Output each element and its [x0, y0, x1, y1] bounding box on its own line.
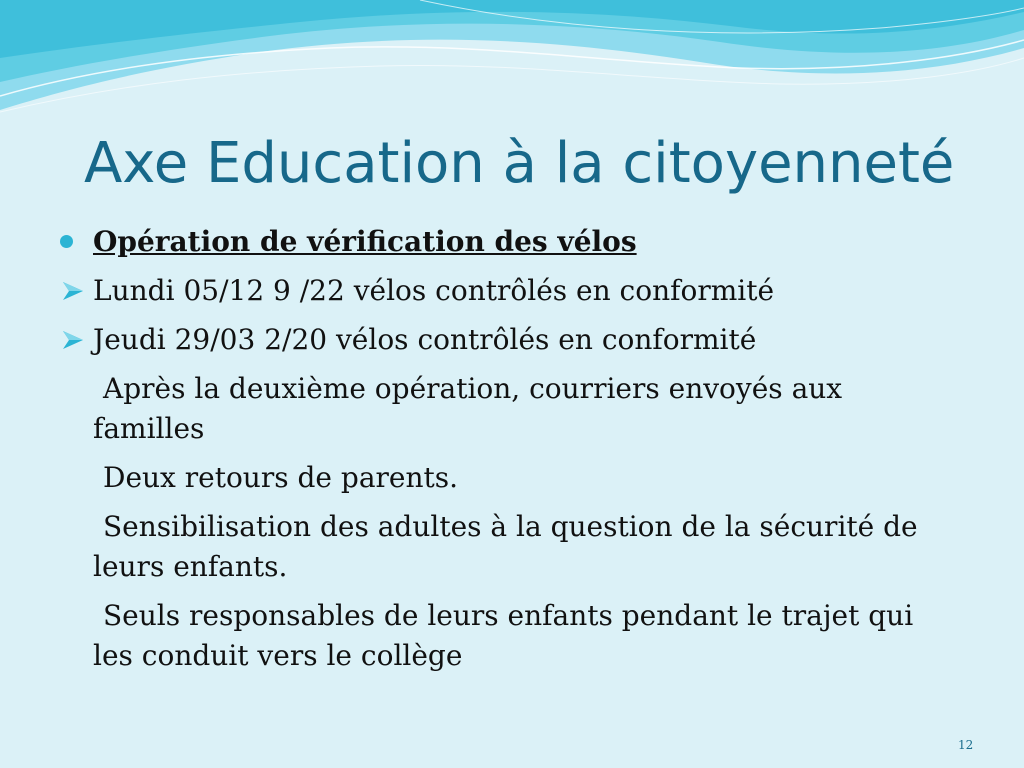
- paragraph-text: Sensibilisation des adultes à la question de la sécurité de leurs enfants.: [93, 510, 918, 583]
- paragraph: [60, 458, 960, 498]
- heading-text: Opération de vérification des vélos: [93, 225, 637, 258]
- slide-title: Axe Education à la citoyenneté: [84, 131, 955, 196]
- slide-body: [60, 222, 960, 685]
- paragraph: [60, 507, 960, 587]
- list-item: [60, 320, 960, 360]
- arrow-bullet-icon: [61, 280, 85, 302]
- list-item-text: Jeudi 29/03 2/20 vélos contrôlés en conformité: [93, 323, 757, 356]
- arrow-bullet-icon: [61, 329, 85, 351]
- paragraph: [60, 369, 960, 449]
- round-bullet-icon: [60, 235, 73, 248]
- paragraph-text: Seuls responsables de leurs enfants pendant le trajet qui les conduit vers le collège: [93, 599, 914, 672]
- paragraph-text: Après la deuxième opération, courriers envoyés aux familles: [93, 372, 843, 445]
- paragraph-text: Deux retours de parents.: [103, 461, 459, 494]
- heading-item: [60, 222, 960, 262]
- list-item-text: Lundi 05/12 9 /22 vélos contrôlés en conformité: [93, 274, 775, 307]
- paragraph: [60, 596, 960, 676]
- wave-decoration: [0, 0, 1024, 130]
- list-item: [60, 271, 960, 311]
- page-number: 12: [958, 738, 974, 752]
